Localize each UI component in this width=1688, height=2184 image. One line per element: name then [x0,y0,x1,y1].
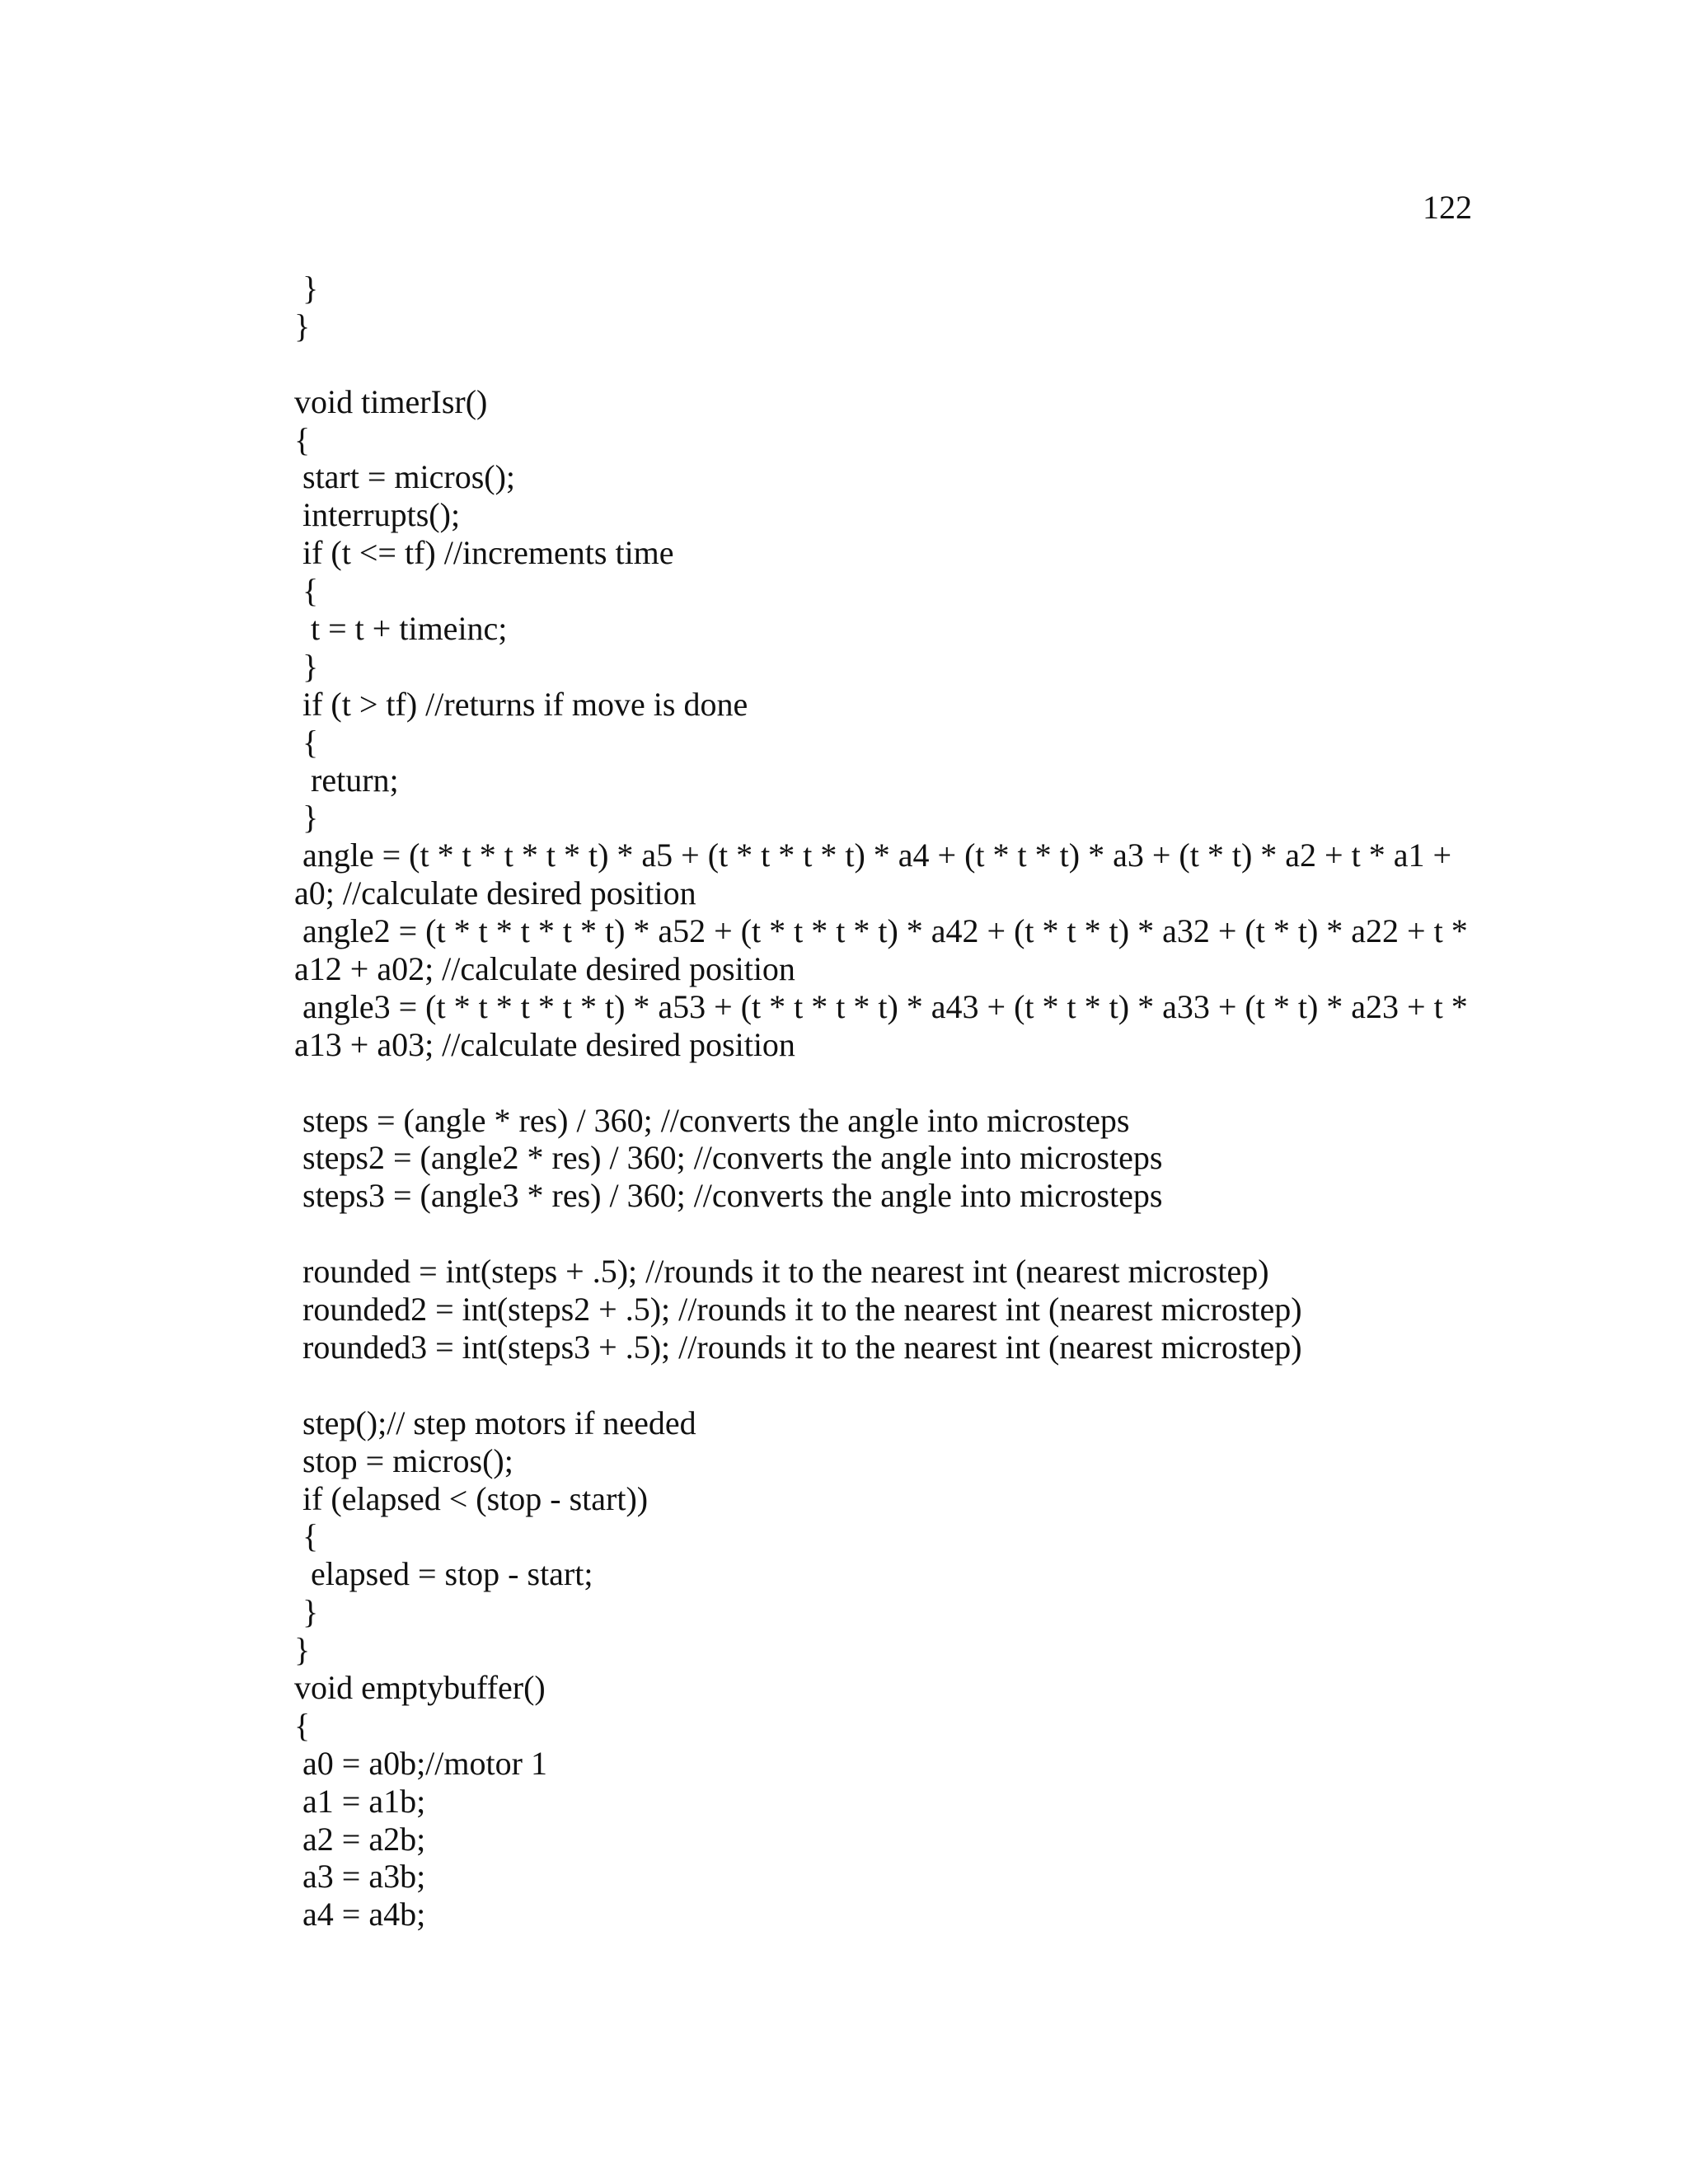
code-line [294,345,1481,383]
code-line: { [294,1517,319,1555]
code-line: rounded3 = int(steps3 + .5); //rounds it to the nearest int (nearest microstep) [294,1328,1302,1366]
code-line: { [294,572,319,610]
code-line: } [294,269,319,307]
code-line: a13 + a03; //calculate desired position [294,1025,795,1063]
code-line [294,1366,1481,1404]
code-listing [294,269,1481,1933]
code-line: angle2 = (t * t * t * t * t) * a52 + (t * t * t * t) * a42 + (t * t * t) * a32 + (t * t) * a22 + t * [294,912,1468,950]
code-line: } [294,307,311,344]
code-line: a4 = a4b; [294,1896,426,1933]
code-line: steps2 = (angle2 * res) / 360; //converts the angle into microsteps [294,1139,1163,1177]
code-line: void timerIsr() [294,382,488,420]
code-line: a12 + a02; //calculate desired position [294,950,795,988]
code-line: { [294,1706,311,1744]
code-line: a2 = a2b; [294,1820,426,1858]
code-line: rounded2 = int(steps2 + .5); //rounds it to the nearest int (nearest microstep) [294,1291,1302,1329]
code-line: } [294,1593,319,1631]
code-line: a3 = a3b; [294,1858,426,1896]
code-line: steps3 = (angle3 * res) / 360; //converts the angle into microsteps [294,1177,1163,1215]
code-line: stop = micros(); [294,1441,513,1479]
code-line: } [294,647,319,685]
code-line: if (elapsed < (stop - start)) [294,1479,649,1517]
code-line: if (t <= tf) //increments time [294,534,674,572]
code-line: t = t + timeinc; [294,610,508,648]
code-line: a1 = a1b; [294,1782,426,1820]
code-line: a0 = a0b;//motor 1 [294,1744,547,1782]
code-line: { [294,420,311,458]
page-number: 122 [1423,189,1472,226]
code-line: return; [294,761,399,799]
code-line: step();// step motors if needed [294,1404,696,1441]
code-line: { [294,723,319,761]
code-line: elapsed = stop - start; [294,1555,593,1593]
code-line: } [294,799,319,837]
code-line: rounded = int(steps + .5); //rounds it to the nearest int (nearest microstep) [294,1253,1269,1291]
code-line: } [294,1631,311,1669]
code-line: if (t > tf) //returns if move is done [294,685,748,723]
code-line [294,1215,1481,1253]
code-line: a0; //calculate desired position [294,874,696,912]
code-line: angle = (t * t * t * t * t) * a5 + (t * t * t * t) * a4 + (t * t * t) * a3 + (t * t) * a2 + t * a1 + [294,837,1452,874]
code-line: void emptybuffer() [294,1668,546,1706]
code-line [294,1064,1481,1102]
code-line: interrupts(); [294,496,461,534]
code-line: angle3 = (t * t * t * t * t) * a53 + (t * t * t * t) * a43 + (t * t * t) * a33 + (t * t) * a23 + t * [294,987,1468,1025]
code-line: steps = (angle * res) / 360; //converts the angle into microsteps [294,1101,1130,1139]
code-line: start = micros(); [294,458,516,496]
